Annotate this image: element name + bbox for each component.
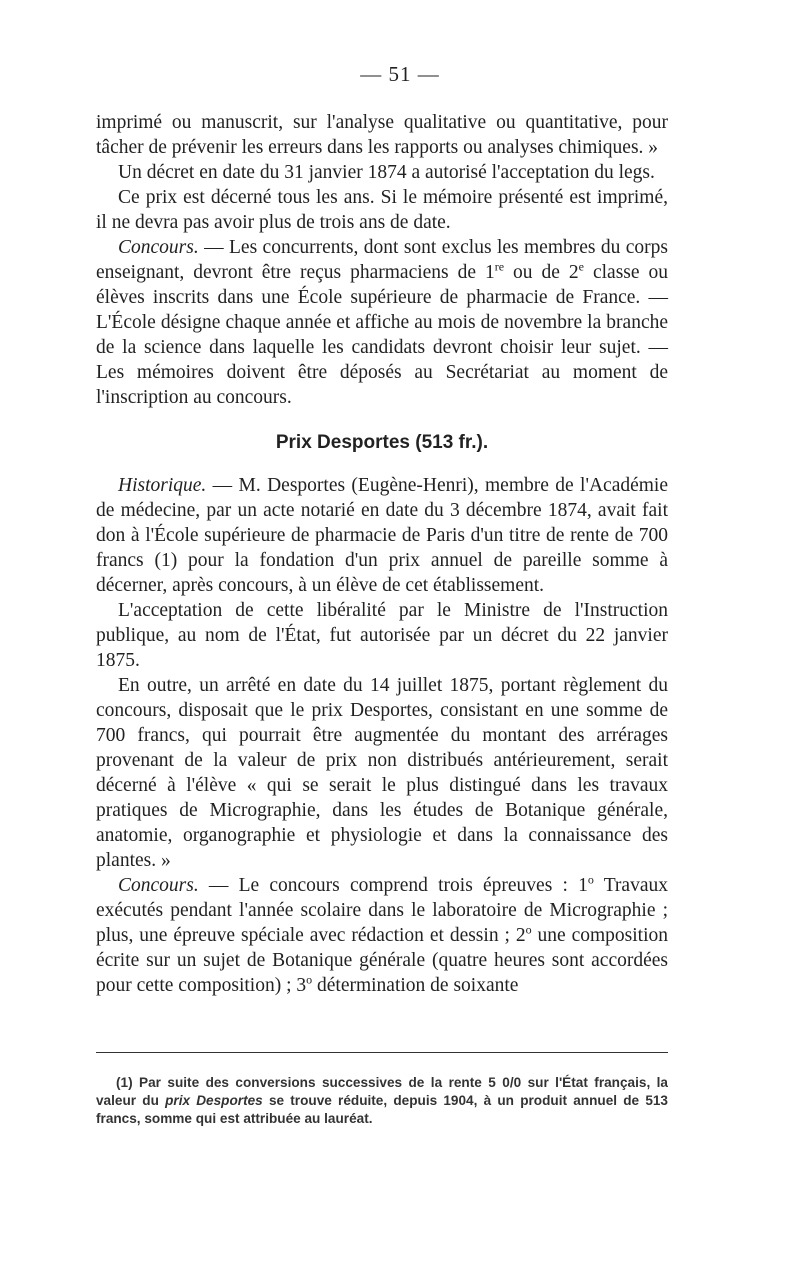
paragraph-historique: Historique. — M. Desportes (Eugène-Henri), membre de l'Académie de médecine, par un acte notarié en date du 3 décembre 1874, avait fait don à l'École supérieure de pharmacie de Paris d'un titre de rente de 700 francs (1) pour la fondation d'un prix annuel de pareille somme à décerner, après concours, à un élève de cet établissement. (96, 475, 668, 596)
paragraph-concours-epreuves: Concours. — Le concours comprend trois épreuves : 1$^o$ Travaux exécutés pendant l'année scolaire dans le laboratoire de Micrographie ; plus, une épreuve spéciale avec rédaction et dessin ; 2$^o$ une composition écrite sur un sujet de Botanique générale (quatre heures sont accordées pour cette composition) ; 3$^o$ détermination de soixante (96, 872, 668, 996)
historique-label: Historique. (118, 475, 207, 496)
footnote: (1) Par suite des conversions successives de la rente 5 0/0 sur l'État français, la valeur du prix Desportes se trouve réduite, depuis 1904, à un produit annuel de 513 francs, somme qui est attribuée au lauréat. (96, 1075, 668, 1126)
page-number: — 51 — (360, 62, 440, 86)
paragraph-prize-frequency: Ce prix est décerné tous les ans. Si le mémoire présenté est imprimé, il ne devra pas avoir plus de trois ans de date. (96, 187, 668, 233)
concours-label: Concours. (118, 237, 199, 258)
footnote-divider (96, 1052, 668, 1053)
paragraph-decree: Un décret en date du 31 janvier 1874 a autorisé l'acceptation du legs. (118, 162, 655, 183)
section-heading: Prix Desportes (513 fr.). (275, 432, 489, 453)
body-text (96, 110, 668, 998)
concours-label: Concours. (118, 875, 199, 896)
paragraph-continuation: imprimé ou manuscrit, sur l'analyse qualitative ou quantitative, pour tâcher de prévenir les erreurs dans les rapports ou analyses chimiques. » (96, 112, 668, 158)
paragraph-arrete: En outre, un arrêté en date du 14 juillet 1875, portant règlement du concours, disposait que le prix Desportes, consistant en une somme de 700 francs, qui pourrait être augmentée du montant des arrérages provenant de la valeur de prix non distribués antérieurement, serait décerné à l'élève « qui se serait le plus distingué dans les travaux pratiques de Micrographie, dans les études de Botanique générale, anatomie, organographie et physiologie et dans la connaissance des plantes. » (96, 675, 668, 871)
paragraph-concours-rules: Concours. — Les concurrents, dont sont exclus les membres du corps enseignant, devront être reçus pharmaciens de 1re ou de 2e classe ou élèves inscrits dans une École supérieure de pharmacie de France. — L'École désigne chaque année et affiche au mois de novembre la branche de la science dans laquelle les candidats devront choisir leur sujet. — Les mémoires doivent être déposés au Secrétariat au moment de l'inscription au concours. (96, 237, 669, 408)
paragraph-acceptation: L'acceptation de cette libéralité par le Ministre de l'Instruction publique, au nom de l'État, fut autorisée par un décret du 22 janvier 1875. (96, 600, 668, 671)
